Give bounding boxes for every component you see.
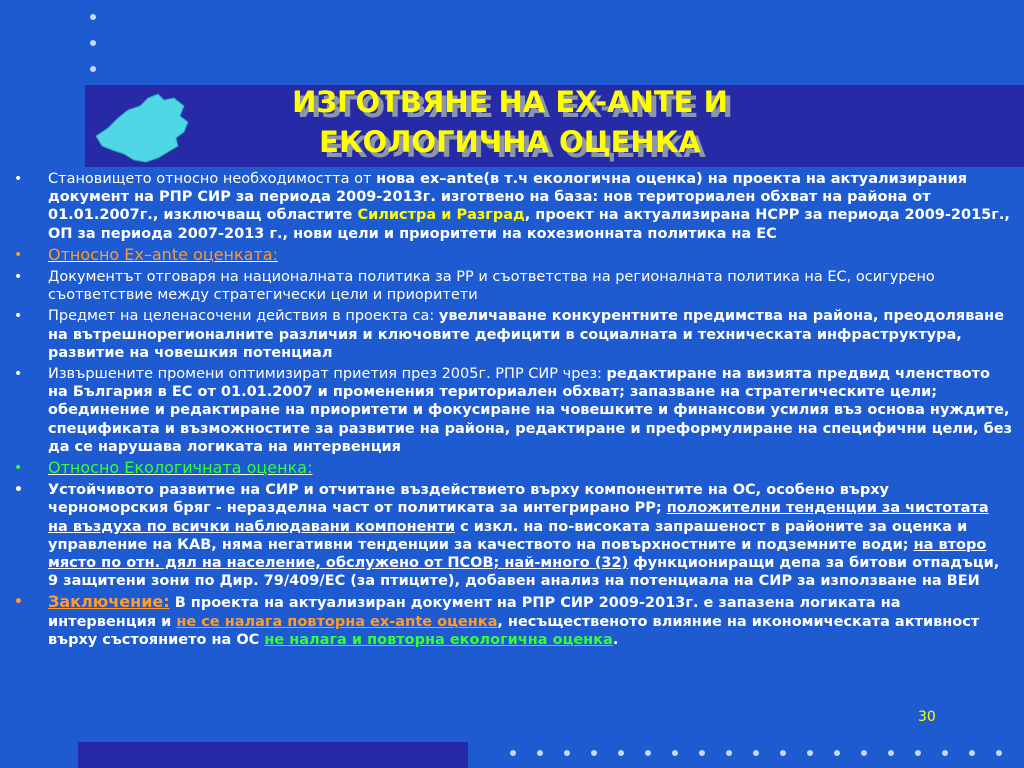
section-heading <box>12 246 1012 264</box>
bullet-text: Извършените промени оптимизират приетия през 2005г. РПР СИР чрез: <box>48 366 607 383</box>
title-line-2: ЕКОЛОГИЧНА ОЦЕНКА <box>319 125 701 159</box>
exante-heading: Относно Ex–ante оценката: <box>48 244 278 264</box>
bullet-marker: • <box>14 308 23 325</box>
bullet-item <box>12 593 1012 649</box>
section-heading <box>12 459 1012 477</box>
bullet-marker: • <box>14 482 23 499</box>
bullet-text: положителни тенденции за чистотата на въздуха по всички наблюдавани компоненти <box>48 500 989 535</box>
bullet-text: редактиране на визията предвид членството на България в ЕС от 01.01.2007 и променения териториален обхват; запазване на стратегическите цели; обединение и редактиране на приоритети и фокусиране на човешките и финансови усилия въз основа нуждите, спецификата и възможностите за развитие на района, редактиране и преформулиране на специфични цели, без да се нарушава логиката на интервенция <box>48 366 1012 455</box>
page-number: 30 <box>918 709 936 725</box>
bullet-marker: • <box>14 246 23 263</box>
bullet-text: Предмет на целенасочени действия в проекта са: <box>48 308 439 325</box>
bullet-text: функциониращи депа за битови отпадъци, 9 защитени зони по Дир. 79/409/ЕС (за птиците), добавен анализ на потенциала на СИР за използване на ВЕИ <box>48 555 1000 590</box>
bullet-text: нова ex–ante(в т.ч екологична оценка) на проекта на актуализирания документ на РПР СИР за периода 2009-2013г. изготвено на база: нов териториален обхват на района от 01.01.2007г., изключващ областите <box>48 171 968 224</box>
bullet-text: Становището относно необходимостта от <box>48 171 377 187</box>
ecological-heading: Относно Екологичната оценка: <box>48 458 313 478</box>
bullet-marker: • <box>14 171 23 187</box>
highlight-text: Силистра и Разград <box>357 207 525 224</box>
bullet-item <box>12 481 1012 590</box>
bullet-marker: • <box>14 366 23 383</box>
bottom-bar <box>78 742 468 768</box>
bullet-text: , несъщественото влияние на икономическата активност върху състоянието на ОС <box>48 613 980 648</box>
bullet-text: на второ място по отн. дял на население, обслужено от ПСОВ; най-много (32) <box>48 536 987 572</box>
bullet-text: увеличаване конкурентните предимства на района, преодоляване на вътрешнорегионалните различия и ключовите дефицити в социалната и техническата инфраструктура, развитие на човешкия потенциал <box>48 308 1005 361</box>
bullet-item <box>12 170 1012 243</box>
title-line-1: ИЗГОТВЯНЕ НА EX-ANTE И <box>292 85 728 119</box>
bullet-text: В проекта на актуализиран документ на РПР СИР 2009-2013г. е запазена логиката на интервенция и <box>48 595 901 630</box>
slide-title <box>150 82 870 162</box>
bullet-item <box>12 365 1012 456</box>
bullet-text: , проект на актуализирана НСРР за периода 2009-2015г., ОП за периода 2007-2013 г., нови цели и приоритети на кохезионната политика на ЕС <box>48 207 1010 242</box>
bullet-text: Документът отговаря на националната политика за РР и съответства на регионалната политика на ЕС, осигурено съответствие между стратегически цели и приоритети <box>48 269 935 304</box>
bullet-item <box>12 307 1012 362</box>
bullet-marker: • <box>14 594 23 611</box>
bullet-item <box>12 268 1012 304</box>
highlight-text: не налага и повторна екологична оценка <box>264 631 613 648</box>
bullet-text: Устойчивото развитие на СИР и отчитане въздействието върху компонентите на ОС, особено върху черноморския бряг - неразделна част от политиката за интегрирано РР; <box>48 482 889 517</box>
conclusion-label: Заключение: <box>48 592 170 612</box>
bullet-text: . <box>612 631 619 648</box>
bullet-marker: • <box>14 269 23 286</box>
highlight-text: не се налага повторна ex-ante оценка <box>176 613 498 630</box>
bullet-marker: • <box>14 460 23 477</box>
slide-content <box>12 170 1012 652</box>
bullet-text: с изкл. на по-високата запрашеност в районите за оценка и управление на КАВ, няма негативни тенденции за качеството на повърхностните и подземните води; <box>48 518 968 553</box>
